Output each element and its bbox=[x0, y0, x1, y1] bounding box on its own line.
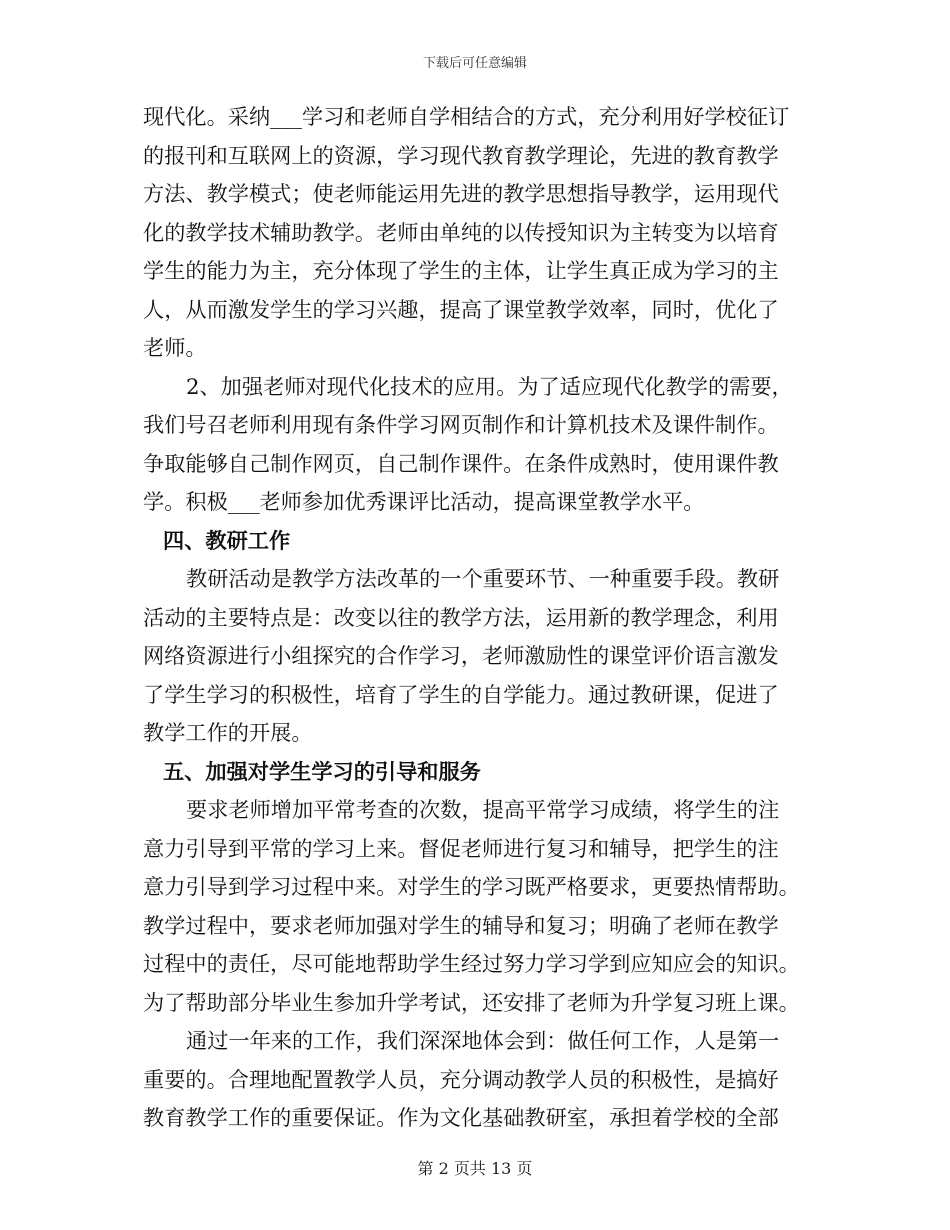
text-line: 教学过程中，要求老师加强对学生的辅导和复习；明确了老师在教学 bbox=[143, 912, 779, 938]
text-line: 意力引导到学习过程中来。对学生的学习既严格要求，更要热情帮助。 bbox=[143, 874, 800, 899]
text-line: 重要的。合理地配置教学人员，充分调动教学人员的积极性，是搞好 bbox=[143, 1066, 779, 1092]
section-heading: 四、教研工作 bbox=[163, 527, 291, 553]
page-header: 下载后可任意编辑 bbox=[422, 56, 527, 71]
text-line: 的报刊和互联网上的资源，学习现代教育教学理论，先进的教育教学 bbox=[143, 142, 779, 168]
section-heading: 五、加强对学生学习的引导和服务 bbox=[163, 758, 481, 784]
text-line: 老师。 bbox=[143, 335, 207, 360]
paragraph-start-line: 2、加强老师对现代化技术的应用。为了适应现代化教学的需要， bbox=[186, 373, 793, 399]
text-line: 过程中的责任，尽可能地帮助学生经过努力学习学到应知应会的知识。 bbox=[143, 951, 800, 976]
document-body bbox=[143, 98, 807, 1138]
text-line: 学生的能力为主，充分体现了学生的主体，让学生真正成为学习的主 bbox=[143, 258, 779, 283]
paragraph-start-line: 通过一年来的工作，我们深深地体会到：做任何工作，人是第一 bbox=[186, 1028, 780, 1053]
paragraph-start-line: 要求老师增加平常考查的次数，提高平常学习成绩，将学生的注 bbox=[186, 797, 780, 822]
paragraph-start-line: 教研活动是教学方法改革的一个重要环节、一种重要手段。教研 bbox=[186, 566, 780, 591]
text-line: 学。积极___老师参加优秀课评比活动，提高课堂教学水平。 bbox=[143, 489, 705, 514]
text-line: 争取能够自己制作网页，自己制作课件。在条件成熟时，使用课件教 bbox=[143, 450, 779, 476]
text-line: 现代化。采纳___学习和老师自学相结合的方式，充分利用好学校征订 bbox=[143, 104, 790, 129]
text-line: 人，从而激发学生的学习兴趣，提高了课堂教学效率，同时，优化了 bbox=[143, 296, 779, 322]
text-line: 了学生学习的积极性，培育了学生的自学能力。通过教研课，促进了 bbox=[143, 681, 779, 707]
text-line: 网络资源进行小组探究的合作学习，老师激励性的课堂评价语言激发 bbox=[143, 643, 779, 668]
text-line: 化的教学技术辅助教学。老师由单纯的以传授知识为主转变为以培育 bbox=[143, 219, 779, 245]
text-line: 活动的主要特点是：改变以往的教学方法，运用新的教学理念，利用 bbox=[143, 604, 779, 630]
text-line: 为了帮助部分毕业生参加升学考试，还安排了老师为升学复习班上课。 bbox=[143, 989, 800, 1015]
text-line: 教育教学工作的重要保证。作为文化基础教研室，承担着学校的全部 bbox=[143, 1105, 779, 1130]
text-line: 教学工作的开展。 bbox=[143, 720, 313, 745]
page-number: 第 2 页共 13 页 bbox=[417, 1159, 533, 1178]
text-line: 我们号召老师利用现有条件学习网页制作和计算机技术及课件制作。 bbox=[143, 412, 779, 437]
text-line: 方法、教学模式；使老师能运用先进的教学思想指导教学，运用现代 bbox=[143, 181, 779, 206]
text-line: 意力引导到平常的学习上来。督促老师进行复习和辅导，把学生的注 bbox=[143, 835, 779, 861]
